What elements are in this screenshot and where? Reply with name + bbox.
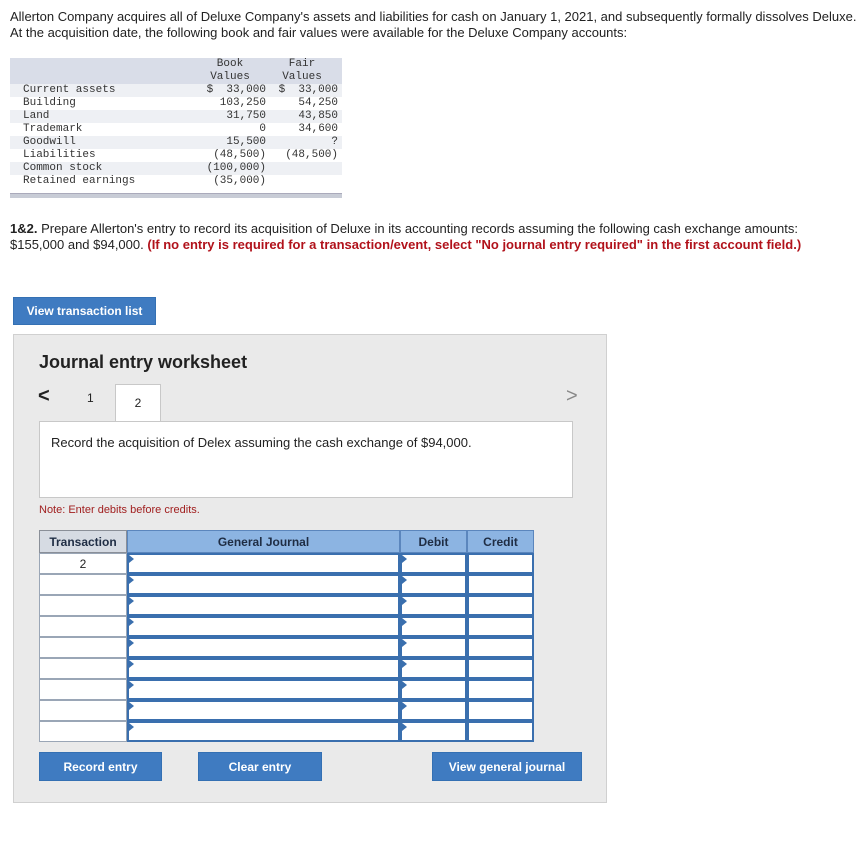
account-select[interactable] bbox=[127, 553, 400, 574]
tab-1[interactable]: 1 bbox=[87, 391, 94, 405]
account-label: Retained earnings bbox=[23, 175, 136, 187]
credit-column-header: Credit bbox=[467, 530, 534, 553]
field-marker-icon bbox=[402, 660, 407, 668]
account-label: Current assets bbox=[23, 84, 116, 96]
debit-input[interactable] bbox=[400, 679, 467, 700]
problem-intro: Allerton Company acquires all of Deluxe Company's assets and liabilities for cash on January 1, 2021, and subsequently formally dissolves Deluxe. At the acquisition date, the following book and fair values were available for the Deluxe Company accounts: bbox=[10, 9, 857, 40]
book-value: (35,000) bbox=[213, 175, 266, 187]
view-transaction-list-button[interactable]: View transaction list bbox=[13, 297, 156, 325]
account-select[interactable] bbox=[127, 637, 400, 658]
fair-value: (48,500) bbox=[285, 149, 338, 161]
fair-value: $ 33,000 bbox=[278, 84, 338, 96]
fair-value: ? bbox=[331, 136, 338, 148]
dropdown-marker-icon bbox=[129, 618, 134, 626]
dropdown-marker-icon bbox=[129, 681, 134, 689]
account-label: Goodwill bbox=[23, 136, 76, 148]
entry-description: Record the acquisition of Delex assuming the cash exchange of $94,000. bbox=[51, 435, 472, 450]
book-value: 15,500 bbox=[226, 136, 266, 148]
record-entry-button[interactable]: Record entry bbox=[39, 752, 162, 781]
debit-input[interactable] bbox=[400, 700, 467, 721]
transaction-cell bbox=[39, 595, 127, 616]
instructions: 1&2. Prepare Allerton's entry to record its acquisition of Deluxe in its accounting records assuming the following cash exchange amounts: $155,000 and $94,000. (If no entry is required for a transaction/event, select "No journal entry required" in the first account field.) bbox=[10, 221, 802, 252]
account-select[interactable] bbox=[127, 679, 400, 700]
journal-entry-worksheet bbox=[13, 334, 607, 803]
account-label: Building bbox=[23, 97, 76, 109]
chevron-left-icon[interactable]: < bbox=[38, 385, 50, 407]
transaction-column-header: Transaction bbox=[39, 530, 127, 553]
account-label: Common stock bbox=[23, 162, 103, 174]
values-table-row bbox=[10, 84, 342, 97]
dropdown-marker-icon bbox=[129, 597, 134, 605]
dropdown-marker-icon bbox=[129, 639, 134, 647]
book-value: 0 bbox=[259, 123, 266, 135]
worksheet-title: Journal entry worksheet bbox=[39, 352, 248, 372]
field-marker-icon bbox=[402, 639, 407, 647]
transaction-cell bbox=[39, 721, 127, 742]
chevron-right-icon[interactable]: > bbox=[566, 385, 578, 407]
field-marker-icon bbox=[402, 702, 407, 710]
book-value: (48,500) bbox=[213, 149, 266, 161]
field-marker-icon bbox=[402, 723, 407, 731]
account-select[interactable] bbox=[127, 616, 400, 637]
debit-input[interactable] bbox=[400, 553, 467, 574]
debit-input[interactable] bbox=[400, 721, 467, 742]
book-values-header: Book Values bbox=[210, 58, 250, 83]
values-table-row bbox=[10, 175, 342, 188]
transaction-cell bbox=[39, 679, 127, 700]
debits-credits-note: Note: Enter debits before credits. bbox=[39, 504, 200, 516]
credit-input[interactable] bbox=[467, 553, 534, 574]
credit-input[interactable] bbox=[467, 637, 534, 658]
book-value: 31,750 bbox=[226, 110, 266, 122]
general-journal-column-header: General Journal bbox=[127, 530, 400, 553]
fair-values-header: Fair Values bbox=[282, 58, 322, 83]
account-select[interactable] bbox=[127, 574, 400, 595]
debit-input[interactable] bbox=[400, 658, 467, 679]
values-table-row bbox=[10, 136, 342, 149]
dropdown-marker-icon bbox=[129, 660, 134, 668]
dropdown-marker-icon bbox=[129, 723, 134, 731]
values-table-row bbox=[10, 162, 342, 175]
account-select[interactable] bbox=[127, 595, 400, 616]
dropdown-marker-icon bbox=[129, 555, 134, 563]
view-general-journal-button[interactable]: View general journal bbox=[432, 752, 582, 781]
dropdown-marker-icon bbox=[129, 702, 134, 710]
tab-2[interactable]: 2 bbox=[115, 384, 161, 421]
account-label: Liabilities bbox=[23, 149, 96, 161]
credit-input[interactable] bbox=[467, 658, 534, 679]
credit-input[interactable] bbox=[467, 574, 534, 595]
dropdown-marker-icon bbox=[129, 576, 134, 584]
credit-input[interactable] bbox=[467, 700, 534, 721]
transaction-cell bbox=[39, 658, 127, 679]
account-select[interactable] bbox=[127, 658, 400, 679]
fair-value: 43,850 bbox=[298, 110, 338, 122]
field-marker-icon bbox=[402, 576, 407, 584]
account-label: Trademark bbox=[23, 123, 83, 135]
values-table-row bbox=[10, 110, 342, 123]
transaction-cell bbox=[39, 616, 127, 637]
values-table-row bbox=[10, 149, 342, 162]
fair-value: 34,600 bbox=[298, 123, 338, 135]
credit-input[interactable] bbox=[467, 679, 534, 700]
debit-input[interactable] bbox=[400, 574, 467, 595]
credit-input[interactable] bbox=[467, 721, 534, 742]
fair-value: 54,250 bbox=[298, 97, 338, 109]
transaction-cell bbox=[39, 574, 127, 595]
account-select[interactable] bbox=[127, 700, 400, 721]
field-marker-icon bbox=[402, 618, 407, 626]
entry-description-box bbox=[39, 421, 573, 498]
values-table-divider bbox=[10, 193, 342, 198]
transaction-cell bbox=[39, 637, 127, 658]
debit-input[interactable] bbox=[400, 616, 467, 637]
debit-input[interactable] bbox=[400, 637, 467, 658]
clear-entry-button[interactable]: Clear entry bbox=[198, 752, 322, 781]
transaction-cell: 2 bbox=[39, 553, 127, 574]
field-marker-icon bbox=[402, 597, 407, 605]
field-marker-icon bbox=[402, 681, 407, 689]
values-table-row bbox=[10, 123, 342, 136]
credit-input[interactable] bbox=[467, 616, 534, 637]
debit-input[interactable] bbox=[400, 595, 467, 616]
book-value: (100,000) bbox=[206, 162, 266, 174]
account-select[interactable] bbox=[127, 721, 400, 742]
field-marker-icon bbox=[402, 555, 407, 563]
values-table-row bbox=[10, 97, 342, 110]
debit-column-header: Debit bbox=[400, 530, 467, 553]
credit-input[interactable] bbox=[467, 595, 534, 616]
transaction-cell bbox=[39, 700, 127, 721]
book-value: $ 33,000 bbox=[206, 84, 266, 96]
book-value: 103,250 bbox=[219, 97, 266, 109]
book-fair-values-table bbox=[10, 58, 342, 198]
account-label: Land bbox=[23, 110, 50, 122]
